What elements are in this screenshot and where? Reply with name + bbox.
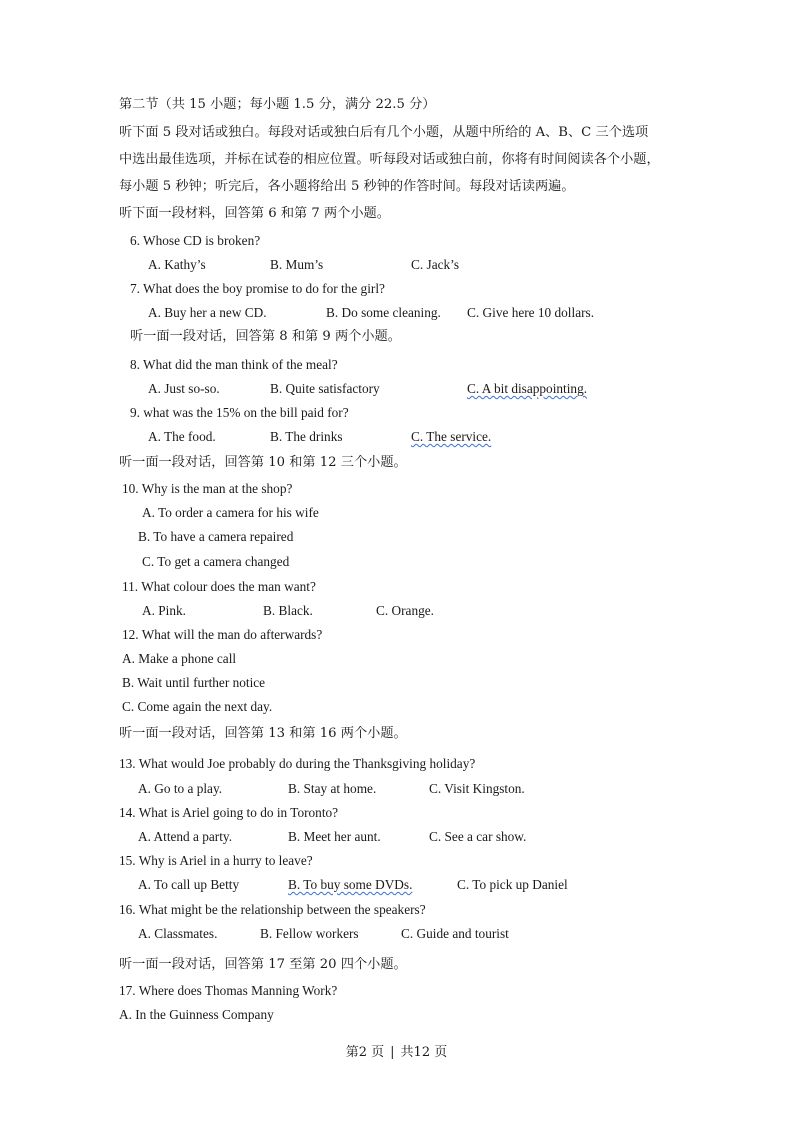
group-intro: 听一面一段对话，回答第 13 和第 16 两个小题。 xyxy=(119,726,407,741)
question-stem: 10. Why is the man at the shop? xyxy=(122,481,293,496)
option-b: B. Black. xyxy=(263,603,313,618)
option-a: A. In the Guinness Company xyxy=(119,1007,274,1022)
option-b: B. Meet her aunt. xyxy=(288,829,381,844)
option-a: A. The food. xyxy=(148,429,216,444)
option-c: C. Orange. xyxy=(376,603,434,618)
question-stem: 12. What will the man do afterwards? xyxy=(122,627,323,642)
option-c: C. Come again the next day. xyxy=(122,699,273,714)
question-stem: 7. What does the boy promise to do for the girl? xyxy=(130,281,385,296)
option-a: A. To call up Betty xyxy=(138,877,240,892)
option-b: B. Fellow workers xyxy=(260,926,359,941)
question-stem: 16. What might be the relationship between the speakers? xyxy=(119,902,426,917)
option-b: B. Wait until further notice xyxy=(122,675,266,690)
option-b: B. To have a camera repaired xyxy=(138,529,294,544)
option-a: A. Go to a play. xyxy=(138,781,223,796)
page-footer xyxy=(0,1041,793,1060)
option-b: B. Do some cleaning. xyxy=(326,305,441,320)
option-a: A. Buy her a new CD. xyxy=(148,305,267,320)
option-c: C. To get a camera changed xyxy=(142,554,290,569)
option-b: B. To buy some DVDs. xyxy=(288,877,413,892)
instruction-line: 中选出最佳选项，并标在试卷的相应位置。听每段对话或独白前，你将有时间阅读各个小题， xyxy=(119,152,660,167)
option-c: C. Give here 10 dollars. xyxy=(467,305,595,320)
option-c: C. A bit disappointing. xyxy=(467,381,588,396)
option-a: A. Classmates. xyxy=(138,926,218,941)
footer-separator: | xyxy=(390,1045,395,1060)
group-intro: 听一面一段对话，回答第 17 至第 20 四个小题。 xyxy=(119,957,407,972)
option-b: B. Mum’s xyxy=(270,257,324,272)
option-a: A. Kathy’s xyxy=(148,257,206,272)
question-stem: 15. Why is Ariel in a hurry to leave? xyxy=(119,853,313,868)
option-a: A. Attend a party. xyxy=(138,829,233,844)
option-c: C. Jack’s xyxy=(411,257,460,272)
question-stem: 9. what was the 15% on the bill paid for? xyxy=(130,405,349,420)
question-stem: 14. What is Ariel going to do in Toronto? xyxy=(119,805,339,820)
option-c: C. To pick up Daniel xyxy=(457,877,568,892)
option-c: C. The service. xyxy=(411,429,492,444)
question-stem: 17. Where does Thomas Manning Work? xyxy=(119,983,338,998)
question-stem: 8. What did the man think of the meal? xyxy=(130,357,338,372)
section-heading: 第二节（共 15 小题；每小题 1.5 分，满分 22.5 分） xyxy=(119,97,436,112)
group-intro: 听一面一段对话，回答第 8 和第 9 两个小题。 xyxy=(130,329,401,344)
option-b: B. Stay at home. xyxy=(288,781,377,796)
group-intro: 听下面一段材料，回答第 6 和第 7 两个小题。 xyxy=(119,206,390,221)
option-a: A. Pink. xyxy=(142,603,186,618)
option-a: A. Make a phone call xyxy=(122,651,237,666)
page-total: 共12 页 xyxy=(400,1045,448,1060)
option-c: C. See a car show. xyxy=(429,829,527,844)
question-stem: 6. Whose CD is broken? xyxy=(130,233,261,248)
question-stem: 13. What would Joe probably do during the Thanksgiving holiday? xyxy=(119,756,476,771)
option-b: B. The drinks xyxy=(270,429,343,444)
page-number: 第2 页 xyxy=(345,1045,385,1060)
option-b: B. Quite satisfactory xyxy=(270,381,380,396)
option-c: C. Guide and tourist xyxy=(401,926,509,941)
question-stem: 11. What colour does the man want? xyxy=(122,579,316,594)
instruction-line: 听下面 5 段对话或独白。每段对话或独白后有几个小题，从题中所给的 A、B、C 三个选项 xyxy=(119,125,649,140)
group-intro: 听一面一段对话，回答第 10 和第 12 三个小题。 xyxy=(119,455,407,470)
option-a: A. To order a camera for his wife xyxy=(142,505,319,520)
instruction-line: 每小题 5 秒钟；听完后，各小题将给出 5 秒钟的作答时间。每段对话读两遍。 xyxy=(119,179,575,194)
option-a: A. Just so-so. xyxy=(148,381,220,396)
option-c: C. Visit Kingston. xyxy=(429,781,525,796)
